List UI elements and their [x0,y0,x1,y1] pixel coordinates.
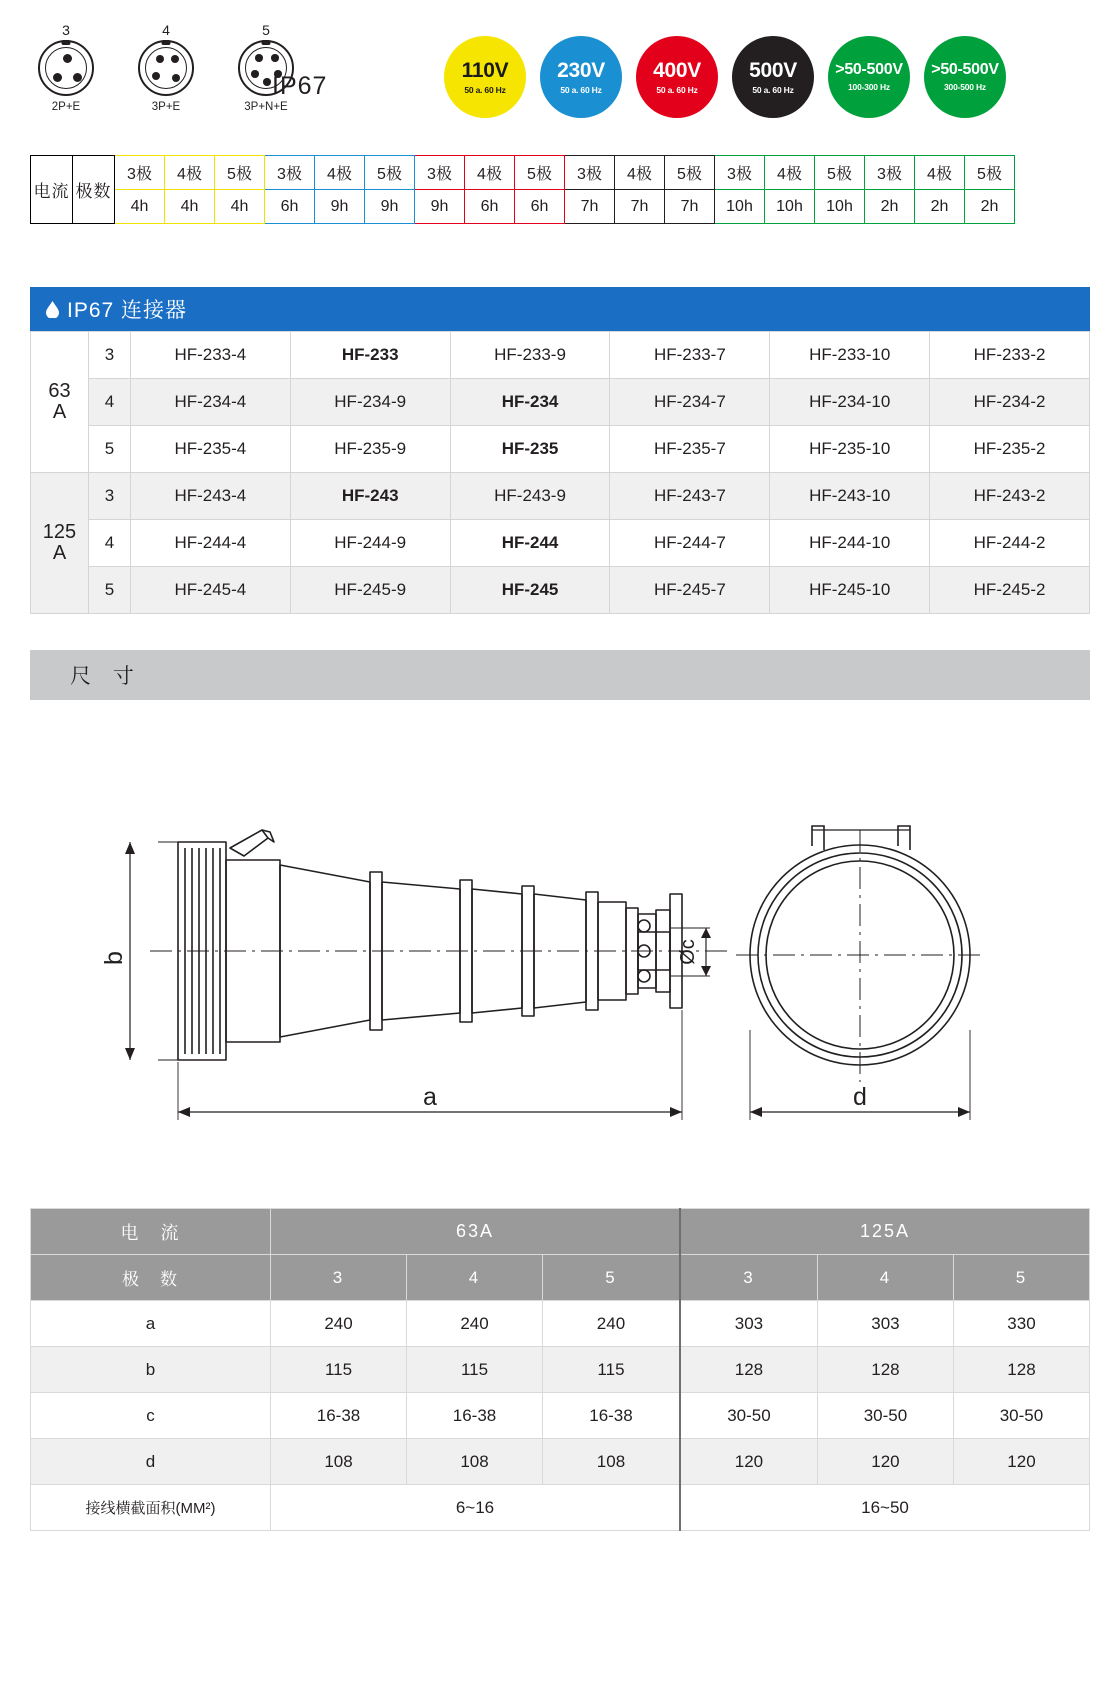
dim-table-pole-cell: 4 [407,1255,543,1301]
table-row [31,473,1090,520]
voltage-badge-110v-value: 110V [461,58,509,82]
voltage-badge-500v-value: 500V [749,58,797,82]
dim-value-cell: 120 [680,1439,817,1485]
pole-count-cell: 5 [88,426,130,473]
dim-row-label-cross-section: 接线横截面积(MM²) [31,1485,271,1531]
pin-icon-row [30,22,302,113]
voltage-badge-green-100-300hz-frequency: 100-300 Hz [848,82,890,93]
product-code-cell: HF-243-9 [450,473,610,520]
table-row [31,332,1090,379]
hour-cell: 2h [865,190,915,224]
poles-cell: 3极 [565,156,615,190]
voltage-badge-green-100-300hz-value: >50-500V [835,61,903,79]
voltage-badge-green-300-500hz-value: >50-500V [931,61,999,79]
pole-count-cell: 4 [88,520,130,567]
voltage-badge-230v-frequency: 50 a. 60 Hz [560,84,602,95]
code-table-current-label: 电流 [31,156,73,224]
table-row [31,379,1090,426]
product-code-cell: HF-245-7 [610,567,770,614]
poles-cell: 3极 [865,156,915,190]
pin-icon-5pole-number: 5 [262,22,270,38]
voltage-badge-400v [636,36,718,118]
dim-value-cell: 240 [407,1301,543,1347]
table-row [31,1347,1090,1393]
dim-value-cell: 16-38 [543,1393,680,1439]
product-code-cell: HF-233-7 [610,332,770,379]
hour-cell: 6h [515,190,565,224]
dim-value-cell: 240 [543,1301,680,1347]
dim-table-group-125a: 125A [680,1209,1090,1255]
dimension-label-d: d [853,1083,867,1111]
table-row [31,426,1090,473]
poles-cell: 5极 [365,156,415,190]
table-row [31,567,1090,614]
voltage-badge-230v-value: 230V [557,58,605,82]
dim-value-cell: 16-38 [271,1393,407,1439]
voltage-badge-400v-frequency: 50 a. 60 Hz [656,84,698,95]
section-header-dimensions [30,650,1090,700]
product-code-cell: HF-245-10 [770,567,930,614]
table-row-poles [31,156,1015,190]
table-row [31,1439,1090,1485]
dim-table-pole-cell: 5 [953,1255,1089,1301]
product-code-cell: HF-243-4 [130,473,290,520]
voltage-badge-110v-frequency: 50 a. 60 Hz [464,84,506,95]
voltage-badge-110v [444,36,526,118]
cross-section-value-63a: 6~16 [271,1485,680,1531]
dim-value-cell: 120 [953,1439,1089,1485]
hour-cell: 2h [915,190,965,224]
product-code-cell: HF-235-9 [290,426,450,473]
poles-cell: 5极 [965,156,1015,190]
product-code-cell: HF-244 [450,520,610,567]
voltage-badge-green-300-500hz [924,36,1006,118]
product-code-cell: HF-233-10 [770,332,930,379]
product-code-cell: HF-243-7 [610,473,770,520]
dim-table-pole-cell: 5 [543,1255,680,1301]
dimension-label-a: a [423,1083,437,1111]
hour-cell: 7h [565,190,615,224]
connector-face-3pole-icon [38,40,94,96]
table-row [31,1301,1090,1347]
dim-value-cell: 128 [817,1347,953,1393]
hour-cell: 4h [165,190,215,224]
hour-cell: 10h [815,190,865,224]
product-code-cell: HF-244-2 [930,520,1090,567]
poles-cell: 4极 [165,156,215,190]
pin-icon-4pole [130,22,202,113]
product-code-cell: HF-235 [450,426,610,473]
product-code-cell: HF-233-2 [930,332,1090,379]
poles-cell: 3极 [715,156,765,190]
section-header-title: IP67 连接器 [67,299,188,322]
dim-value-cell: 240 [271,1301,407,1347]
pin-icon-3pole-label: 2P+E [51,101,81,113]
product-code-cell: HF-235-4 [130,426,290,473]
voltage-badge-row [444,36,1006,118]
hour-cell: 9h [315,190,365,224]
code-table-poles-label: 极数 [73,156,115,224]
table-row-header-poles [31,1255,1090,1301]
product-code-cell: HF-233-9 [450,332,610,379]
section-header-dimensions-title: 尺 寸 [70,665,142,688]
pole-count-cell: 3 [88,473,130,520]
product-code-cell: HF-243 [290,473,450,520]
product-code-cell: HF-234-2 [930,379,1090,426]
product-code-cell: HF-234 [450,379,610,426]
section-header-connector [30,287,1090,331]
table-row [31,520,1090,567]
pole-count-cell: 4 [88,379,130,426]
pin-icon-4pole-number: 4 [162,22,170,38]
dim-table-group-63a: 63A [271,1209,680,1255]
dim-value-cell: 108 [543,1439,680,1485]
hour-cell: 7h [615,190,665,224]
hour-cell: 2h [965,190,1015,224]
pin-icon-4pole-label: 3P+E [151,101,181,113]
poles-cell: 4极 [915,156,965,190]
dim-value-cell: 303 [680,1301,817,1347]
hour-cell: 6h [265,190,315,224]
product-code-cell: HF-235-2 [930,426,1090,473]
product-code-cell: HF-244-7 [610,520,770,567]
hour-cell: 4h [115,190,165,224]
product-code-cell: HF-233-4 [130,332,290,379]
poles-cell: 5极 [815,156,865,190]
poles-cell: 3极 [415,156,465,190]
connector-face-4pole-icon [138,40,194,96]
voltage-badge-500v [732,36,814,118]
water-drop-icon [46,301,59,318]
dim-value-cell: 128 [680,1347,817,1393]
hour-cell: 10h [715,190,765,224]
dim-value-cell: 30-50 [680,1393,817,1439]
dim-value-cell: 108 [407,1439,543,1485]
ip-rating-code: IP67 [272,72,328,100]
pole-hour-table [30,155,1015,224]
dim-table-current-label: 电 流 [31,1209,271,1255]
product-code-cell: HF-243-2 [930,473,1090,520]
dim-row-label-d: d [31,1439,271,1485]
hour-cell: 6h [465,190,515,224]
hour-cell: 9h [415,190,465,224]
dimension-label-c: Øc [677,939,699,965]
product-code-cell: HF-245-2 [930,567,1090,614]
pin-icon-5pole-label: 3P+N+E [244,101,288,113]
voltage-badge-500v-frequency: 50 a. 60 Hz [752,84,794,95]
product-code-cell: HF-244-10 [770,520,930,567]
poles-cell: 3极 [265,156,315,190]
product-code-table [30,331,1090,614]
dim-row-label-c: c [31,1393,271,1439]
voltage-badge-230v [540,36,622,118]
table-row-hours [31,190,1015,224]
dim-table-pole-cell: 3 [680,1255,817,1301]
dim-value-cell: 16-38 [407,1393,543,1439]
product-code-cell: HF-235-10 [770,426,930,473]
dim-row-label-b: b [31,1347,271,1393]
hour-cell: 9h [365,190,415,224]
dim-value-cell: 120 [817,1439,953,1485]
table-row [31,1393,1090,1439]
dim-table-pole-cell: 3 [271,1255,407,1301]
current-rating-63a: 63 A [31,332,89,473]
dim-value-cell: 108 [271,1439,407,1485]
cross-section-value-125a: 16~50 [680,1485,1090,1531]
product-code-cell: HF-243-10 [770,473,930,520]
dim-value-cell: 30-50 [817,1393,953,1439]
hour-cell: 10h [765,190,815,224]
dim-table-poles-label: 极 数 [31,1255,271,1301]
dim-table-pole-cell: 4 [817,1255,953,1301]
product-code-cell: HF-244-4 [130,520,290,567]
hour-cell: 4h [215,190,265,224]
product-code-cell: HF-245 [450,567,610,614]
product-code-cell: HF-235-7 [610,426,770,473]
product-code-cell: HF-234-7 [610,379,770,426]
poles-cell: 4极 [615,156,665,190]
poles-cell: 4极 [315,156,365,190]
dim-value-cell: 128 [953,1347,1089,1393]
hour-cell: 7h [665,190,715,224]
current-rating-125a: 125 A [31,473,89,614]
product-code-cell: HF-233 [290,332,450,379]
product-code-cell: HF-234-9 [290,379,450,426]
pin-icon-3pole-number: 3 [62,22,70,38]
dim-value-cell: 115 [407,1347,543,1393]
pin-icon-3pole [30,22,102,113]
product-code-cell: HF-244-9 [290,520,450,567]
product-code-cell: HF-245-4 [130,567,290,614]
table-row-header-current [31,1209,1090,1255]
poles-cell: 5极 [215,156,265,190]
poles-cell: 4极 [465,156,515,190]
pole-count-cell: 5 [88,567,130,614]
product-code-cell: HF-234-4 [130,379,290,426]
poles-cell: 5极 [515,156,565,190]
technical-drawing [30,790,1090,1150]
dim-value-cell: 303 [817,1301,953,1347]
dimension-table [30,1208,1090,1531]
poles-cell: 3极 [115,156,165,190]
dimension-label-b: b [100,951,128,965]
table-row [31,1485,1090,1531]
voltage-badge-400v-value: 400V [653,58,701,82]
dim-value-cell: 115 [543,1347,680,1393]
voltage-badge-green-300-500hz-frequency: 300-500 Hz [944,82,986,93]
dim-row-label-a: a [31,1301,271,1347]
pole-count-cell: 3 [88,332,130,379]
dim-value-cell: 115 [271,1347,407,1393]
product-code-cell: HF-234-10 [770,379,930,426]
dim-value-cell: 30-50 [953,1393,1089,1439]
poles-cell: 4极 [765,156,815,190]
voltage-badge-green-100-300hz [828,36,910,118]
poles-cell: 5极 [665,156,715,190]
dim-value-cell: 330 [953,1301,1089,1347]
product-code-cell: HF-245-9 [290,567,450,614]
